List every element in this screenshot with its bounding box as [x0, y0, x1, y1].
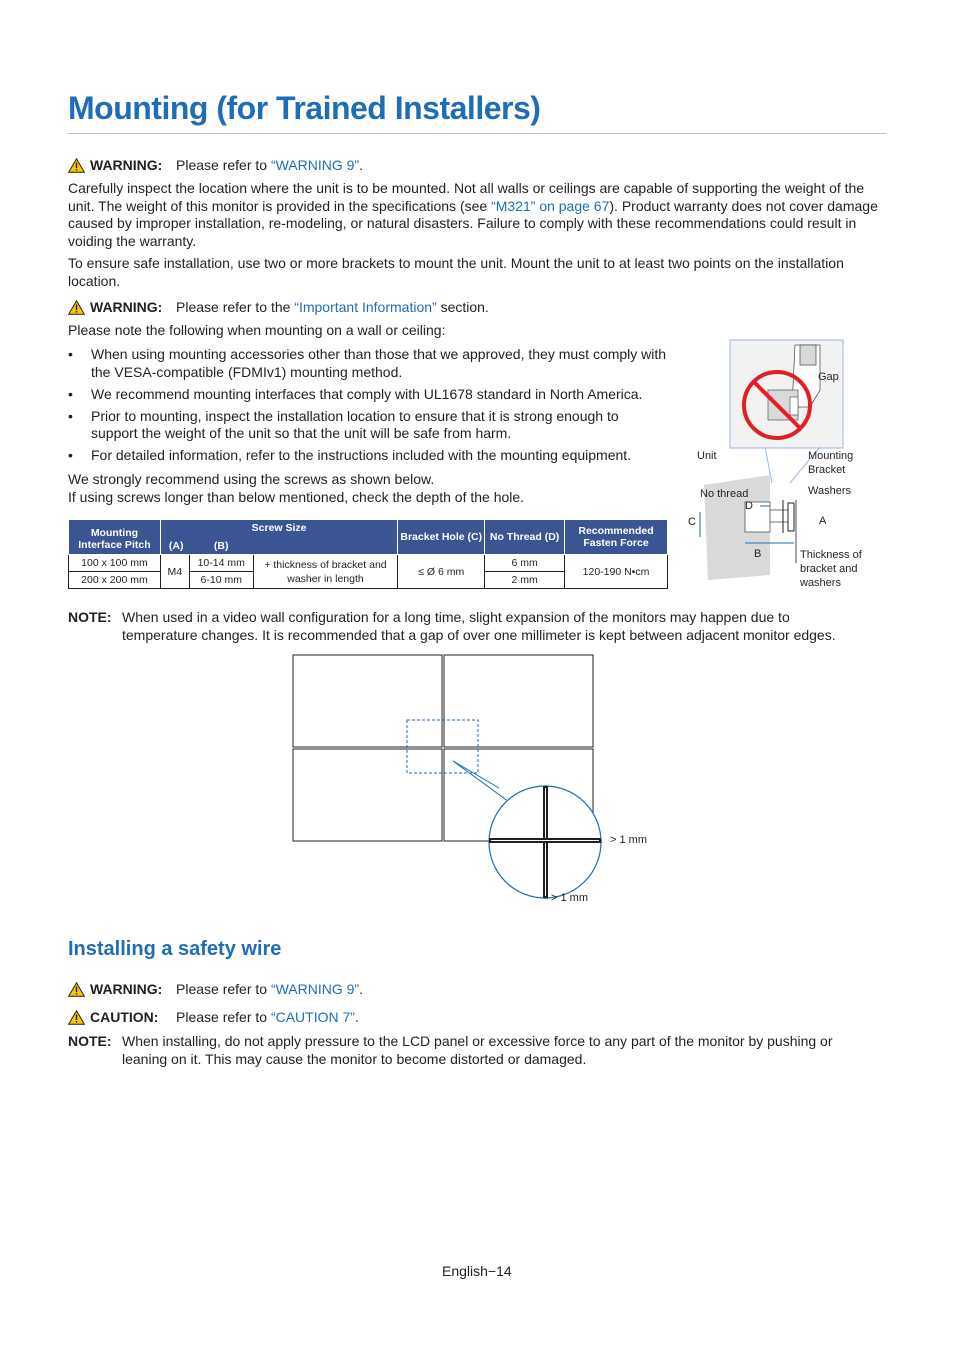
svg-text:bracket and: bracket and: [800, 563, 858, 575]
page-number: English−14: [442, 1263, 512, 1279]
list-item: • We recommend mounting interfaces that comply with UL1678 standard in North America.: [68, 386, 668, 404]
svg-text:C: C: [688, 516, 696, 528]
bracket-paragraph: To ensure safe installation, use two or more brackets to mount the unit. Mount the unit to at least two points on the installation location.: [68, 255, 844, 289]
warning-triangle-icon: [68, 982, 85, 997]
warning-label: WARNING:: [90, 299, 163, 315]
caution-text: Please refer to “CAUTION 7”.: [176, 1009, 359, 1025]
m321-spec-link[interactable]: “M321” on page 67: [491, 197, 610, 214]
warning-notice-2: [68, 299, 489, 316]
installation-pressure-note: [68, 1033, 868, 1068]
svg-text:Washers: Washers: [808, 485, 851, 497]
svg-text:Bracket: Bracket: [808, 464, 846, 476]
svg-text:Mounting: Mounting: [808, 450, 854, 462]
svg-text:> 1 mm: > 1 mm: [610, 834, 647, 846]
mounting-bullet-list: [68, 346, 668, 469]
note-text: When installing, do not apply pressure to the LCD panel or excessive force to any part of the monitor by pushing or leaning on it. This may cause the monitor to become distorted or damaged.: [122, 1033, 833, 1067]
warning-9-link[interactable]: “WARNING 9”: [270, 981, 360, 997]
warning-label: WARNING:: [90, 157, 163, 173]
caution-label: CAUTION:: [90, 1009, 159, 1025]
header-bracket-hole: Bracket Hole (C): [398, 520, 485, 555]
title-divider: [68, 133, 886, 134]
warning-text: Please refer to “WARNING 9”.: [176, 157, 363, 173]
warning-text: Please refer to “WARNING 9”.: [176, 981, 363, 997]
list-item: • When using mounting accessories other than those that we approved, they must comply with the VESA-compatible (FDMIv1) mounting method.: [68, 346, 668, 381]
svg-text:No thread: No thread: [700, 488, 749, 500]
screw-spec-table: [68, 519, 668, 589]
svg-text:Gap: Gap: [818, 371, 839, 383]
screws-recommend: We strongly recommend using the screws as shown below.: [68, 471, 435, 487]
table-row: 100 x 100 mm M4 10-14 mm + thickness of bracket and washer in length ≤ Ø 6 mm 6 mm 120-190 N•cm: [69, 555, 668, 572]
caution-notice: [68, 1009, 359, 1026]
wall-panel: [293, 749, 442, 841]
video-wall-diagram: [290, 652, 670, 914]
warning-notice-3: [68, 981, 363, 998]
note-label: NOTE:: [68, 1033, 112, 1049]
list-item: • Prior to mounting, inspect the installation location to ensure that it is strong enough to support the weight of the unit so that the unit will be safe from harm.: [68, 408, 668, 443]
svg-text:> 1 mm: > 1 mm: [551, 892, 588, 904]
wall-ceiling-intro: Please note the following when mounting on a wall or ceiling:: [68, 322, 446, 338]
warning-9-link[interactable]: “WARNING 9”: [270, 157, 360, 173]
screws-depth-note: If using screws longer than below mentioned, check the depth of the hole.: [68, 489, 525, 505]
inspection-paragraph: Carefully inspect the location where the unit is to be mounted. Not all walls or ceilings are capable of supporting the weight of the unit. The weight of this monitor is provided in the specifications (see “M321” on page 67). Product warranty does not cover damage caused by improper installation, re-modeling, or natural disasters. Failure to comply with these recommendations could result in voiding the warranty.: [68, 180, 878, 249]
header-b: (B): [213, 540, 229, 552]
header-no-thread: No Thread (D): [485, 520, 565, 555]
list-item: • For detailed information, refer to the instructions included with the mounting equipment.: [68, 447, 668, 465]
video-wall-note: [68, 609, 868, 644]
page-title: Mounting (for Trained Installers): [68, 90, 541, 126]
warning-notice-1: [68, 157, 363, 174]
svg-text:Thickness of: Thickness of: [800, 549, 862, 561]
table-row: 200 x 200 mm 6-10 mm 2 mm: [69, 572, 668, 589]
header-pitch: Mounting Interface Pitch: [69, 520, 161, 555]
svg-text:D: D: [745, 500, 753, 512]
svg-text:Unit: Unit: [697, 450, 717, 462]
svg-text:washers: washers: [800, 577, 841, 589]
table-header-row: [69, 520, 668, 555]
wall-panel: [293, 655, 442, 747]
important-information-link[interactable]: “Important Information”: [294, 299, 437, 315]
note-label: NOTE:: [68, 609, 112, 625]
header-fasten-force: Recommended Fasten Force: [565, 520, 668, 555]
bracket-mounting-diagram: [680, 335, 880, 595]
warning-triangle-icon: [68, 158, 85, 173]
wall-panel: [444, 655, 593, 747]
caution-7-link[interactable]: “CAUTION 7”: [270, 1009, 355, 1025]
zoom-circle: [489, 786, 601, 898]
header-a: (A): [168, 540, 184, 552]
svg-text:A: A: [819, 515, 827, 527]
warning-label: WARNING:: [90, 981, 163, 997]
warning-triangle-icon: [68, 300, 85, 315]
warning-triangle-icon: [68, 1010, 85, 1025]
svg-text:B: B: [754, 548, 762, 560]
header-screw-size: Screw Size (A) (B): [160, 520, 397, 555]
section-title-safety-wire: Installing a safety wire: [68, 938, 282, 960]
note-text: When used in a video wall configuration for a long time, slight expansion of the monitors may happen due to temperature changes. It is recommended that a gap of over one millimeter is kept between adjacent monitor edges.: [122, 609, 836, 643]
warning-text: Please refer to the “Important Information” section.: [176, 299, 489, 315]
